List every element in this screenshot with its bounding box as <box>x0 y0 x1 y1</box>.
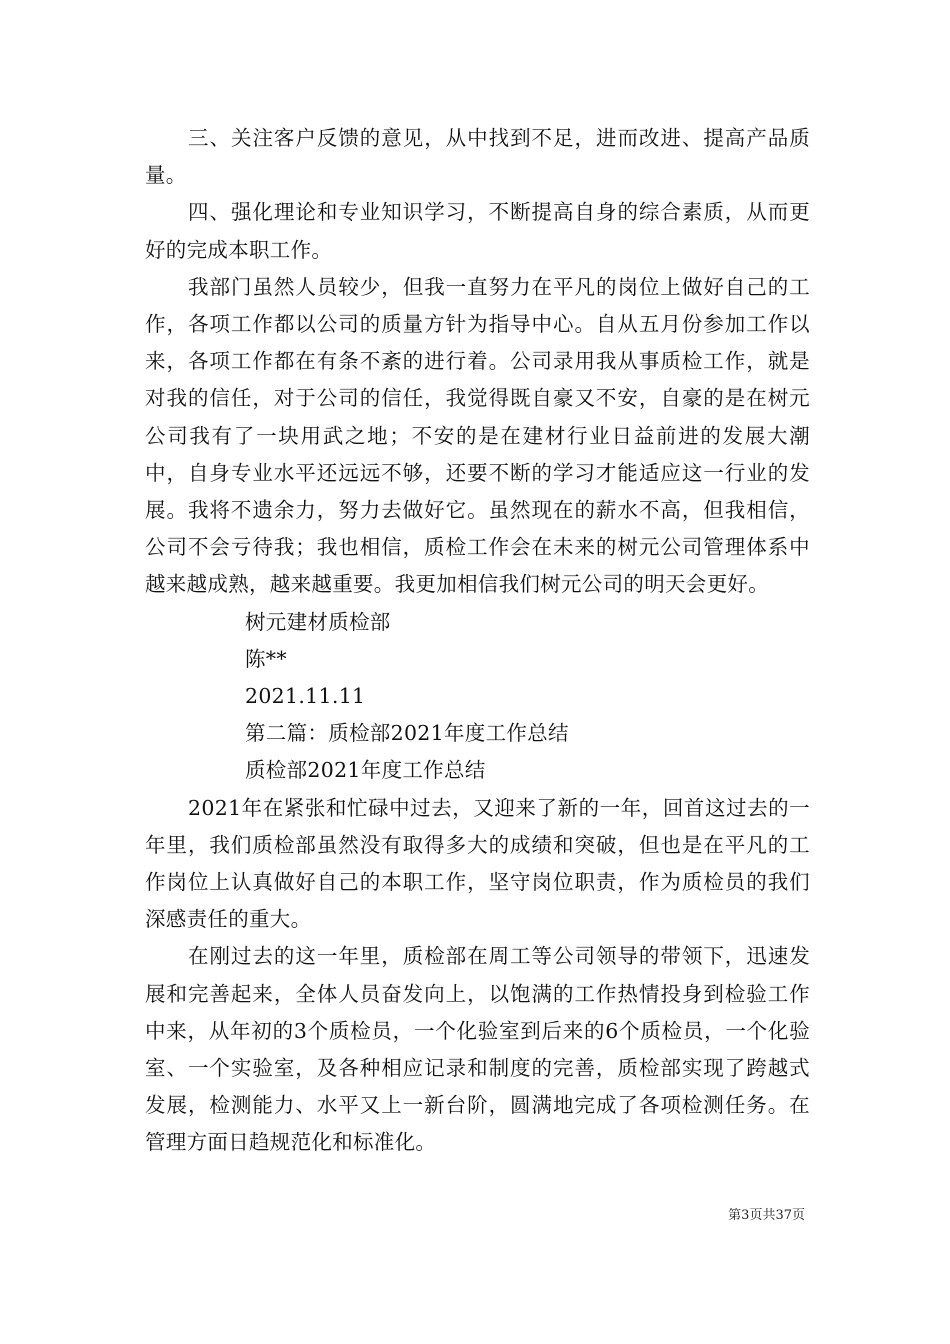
document-body <box>145 120 810 1162</box>
paragraph-year-review: 2021年在紧张和忙碌中过去，又迎来了新的一年，回首这过去的一年里，我们质检部虽然没有取得多大的成绩和突破，但也是在平凡的工作岗位上认真做好自己的本职工作，坚守岗位职责，作为质检员的我们深感责任的重大。 <box>145 795 810 932</box>
section-title: 第二篇：质检部2021年度工作总结 <box>245 721 569 746</box>
section-subtitle: 质检部2021年度工作总结 <box>245 758 486 783</box>
paragraph-item-4: 四、强化理论和专业知识学习，不断提高自身的综合素质，从而更好的完成本职工作。 <box>145 200 810 262</box>
page-number: 第3页共37页 <box>728 1208 805 1223</box>
paragraph-item-3: 三、关注客户反馈的意见，从中找到不足，进而改进、提高产品质量。 <box>145 126 810 188</box>
paragraph-department-summary: 我部门虽然人员较少，但我一直努力在平凡的岗位上做好自己的工作，各项工作都以公司的质量方针为指导中心。自从五月份参加工作以来，各项工作都在有条不紊的进行着。公司录用我从事质检工作，就是对我的信任，对于公司的信任，我觉得既自豪又不安，自豪的是在树元公司我有了一块用武之地；不安的是在建材行业日益前进的发展大潮中，自身专业水平还远远不够，还要不断的学习才能适应这一行业的发展。我将不遗余力，努力去做好它。虽然现在的薪水不高，但我相信，公司不会亏待我；我也相信，质检工作会在未来的树元公司管理体系中越来越成熟，越来越重要。我更加相信我们树元公司的明天会更好。 <box>145 274 810 597</box>
signature-date: 2021.11.11 <box>245 684 366 709</box>
signature-department: 树元建材质检部 <box>245 609 391 634</box>
signature-name: 陈** <box>245 646 287 671</box>
paragraph-development: 在刚过去的这一年里，质检部在周工等公司领导的带领下，迅速发展和完善起来，全体人员奋发向上，以饱满的工作热情投身到检验工作中来，从年初的3个质检员，一个化验室到后来的6个质检员，一个化验室、一个实验室，及各种相应记录和制度的完善，质检部实现了跨越式发展，检测能力、水平又上一新台阶，圆满地完成了各项检测任务。在管理方面日趋规范化和标准化。 <box>145 944 810 1155</box>
